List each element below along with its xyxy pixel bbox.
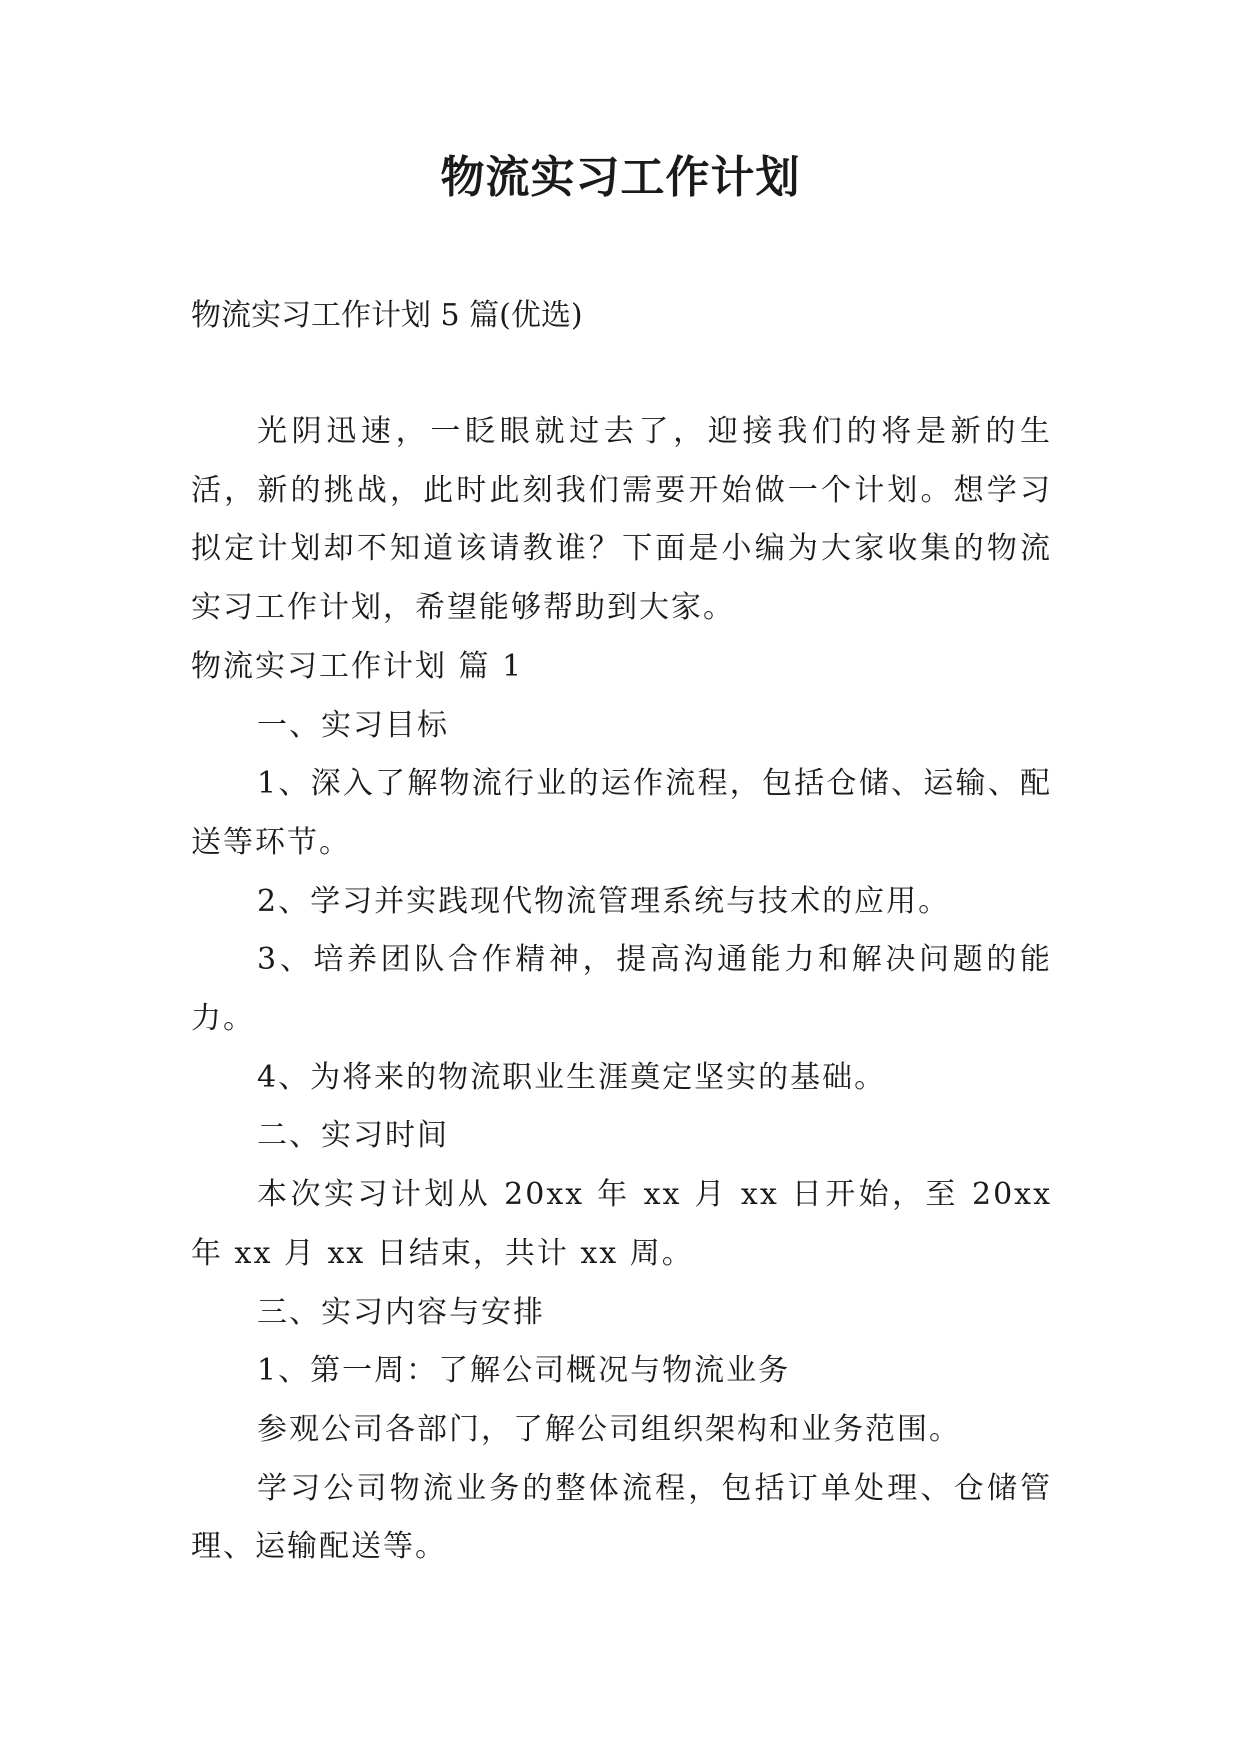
document-subtitle: 物流实习工作计划 5 篇(优选)	[191, 298, 583, 333]
paragraph: 本次实习计划从 20xx 年 xx 月 xx 日开始，至 20xx 年 xx 月 xx 日结束，共计 xx 周。	[191, 1177, 1052, 1271]
paragraph: 1、深入了解物流行业的运作流程，包括仓储、运输、配送等环节。	[191, 766, 1052, 860]
document-title: 物流实习工作计划	[440, 152, 801, 203]
paragraph: 3、培养团队合作精神，提高沟通能力和解决问题的能力。	[191, 942, 1052, 1037]
section-heading: 物流实习工作计划 篇 1	[191, 648, 524, 684]
paragraph: 4、为将来的物流职业生涯奠定坚实的基础。	[257, 1059, 887, 1095]
paragraph: 2、学习并实践现代物流管理系统与技术的应用。	[257, 883, 951, 919]
paragraph: 三、实习内容与安排	[257, 1294, 545, 1330]
paragraph: 1、第一周：了解公司概况与物流业务	[257, 1353, 791, 1389]
paragraph: 二、实习时间	[257, 1118, 449, 1154]
paragraph: 光阴迅速，一眨眼就过去了，迎接我们的将是新的生活，新的挑战，此时此刻我们需要开始做一个计划。想学习拟定计划却不知道该请教谁？下面是小编为大家收集的物流实习工作计划，希望能够帮助到大家。	[191, 414, 1052, 626]
paragraph: 参观公司各部门，了解公司组织架构和业务范围。	[257, 1411, 961, 1447]
document-body	[191, 403, 1052, 1577]
paragraph: 学习公司物流业务的整体流程，包括订单处理、仓储管理、运输配送等。	[191, 1470, 1052, 1565]
paragraph: 一、实习目标	[257, 707, 449, 743]
